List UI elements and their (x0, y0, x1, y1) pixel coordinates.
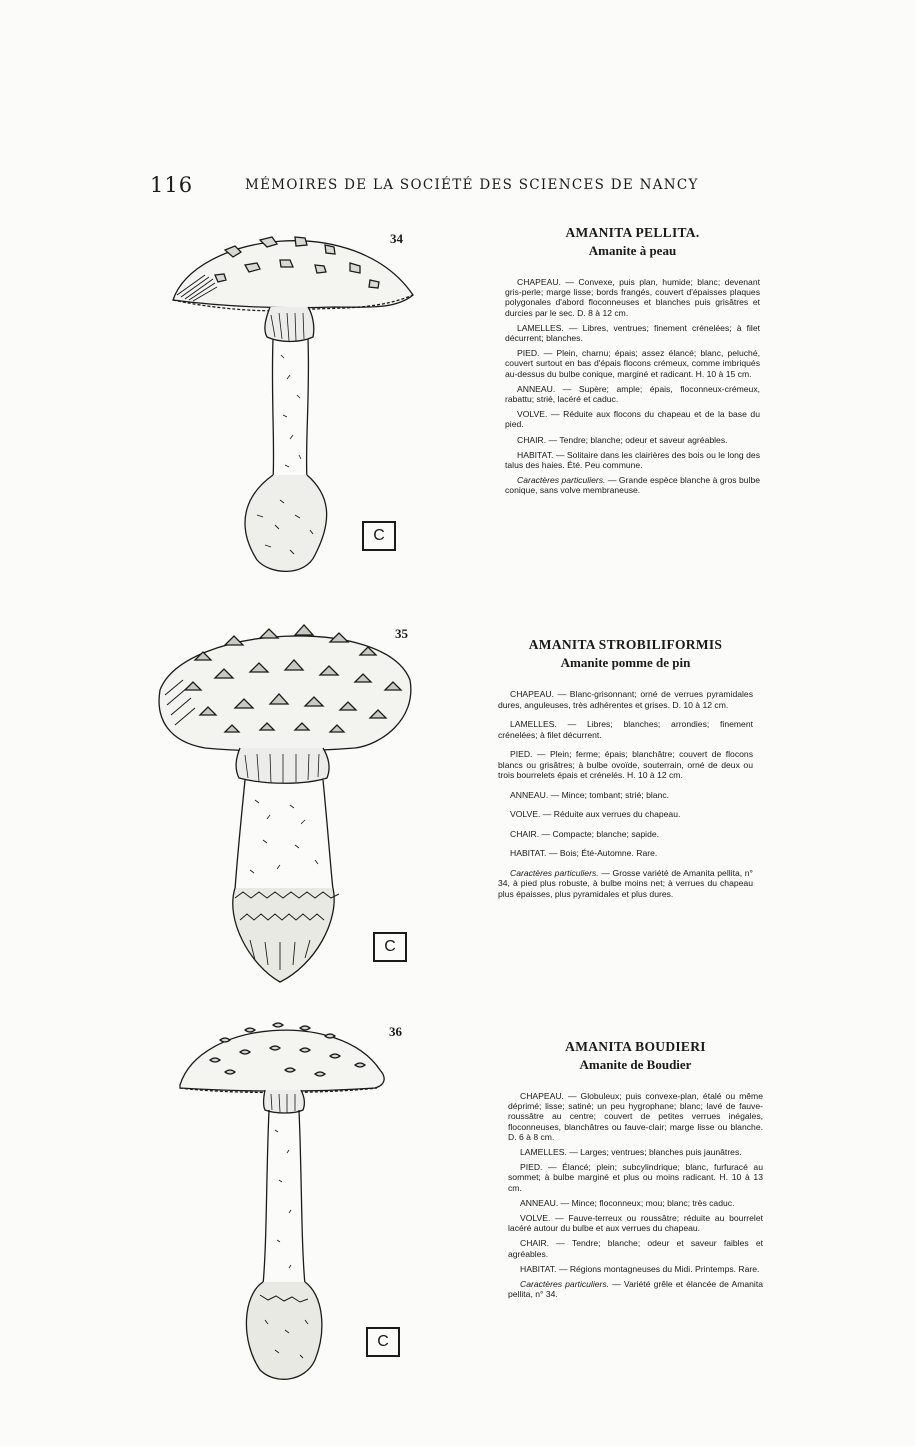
special-text: — Grosse variété de Amanita pellita, n° 34, à pied plus robuste, à bulbe moins net; à verrues du chapeau plus épaisses, plus pyramidales et plus dures. (498, 867, 753, 899)
figure-number: 34 (390, 231, 403, 246)
paragraph-habitat: HABITAT. — Régions montagneuses du Midi. Printemps. Rare. (520, 1263, 760, 1274)
page-header (150, 173, 750, 197)
figure-number: 35 (395, 626, 408, 641)
paragraph-caracteres (505, 475, 760, 495)
special-text: — Grande espèce blanche à gros bulbe conique, sans volve membraneuse. (505, 475, 761, 496)
description-amanita-pellita (505, 224, 760, 501)
species-title: AMANITA PELLITA. (565, 225, 700, 240)
paragraph-pied: PIED. — Plein; ferme; épais; blanchâtre; couvert de flocons blancs ou grisâtres; à bulbe ovoïde, souterrain, orné de deux ou trois bourrelets épais et crénelés. H. 10 à 12 cm. (498, 749, 753, 780)
special-text: — Variété grêle et élancée de Amanita pellita, n° 34. (508, 1279, 763, 1300)
grade-box: C (366, 1327, 400, 1357)
paragraph-pied: PIED. — Élancé; plein; subcylindrique; blanc, furfuracé au sommet; à bulbe marginé et plus ou moins radicant. H. 10 à 13 cm. (508, 1162, 763, 1193)
paragraph-volve: VOLVE. — Fauve-terreux ou roussâtre; réduite au bourrelet lacéré autour du bulbe et aux verrues du chapeau. (508, 1213, 763, 1234)
paragraph-chapeau: CHAPEAU. — Convexe, puis plan, humide; blanc; devenant gris-perle; marge lisse; bords frangés, couvert d'épaisses plaques polygonales d'abord floconneuses et blanches puis grisâtres et durcies par le sec. D. 8 à 12 cm. (505, 277, 760, 318)
description-amanita-strobiliformis (498, 636, 753, 908)
paragraph-lamelles: LAMELLES. — Libres; blanches; arrondies; finement crénelées; à filet décurrent. (498, 719, 753, 740)
grade-box: C (373, 932, 407, 962)
paragraph-anneau: ANNEAU. — Supère; ample; épais, floconneux-crémeux, rabattu; strié, lacéré et caduc. (505, 383, 760, 405)
special-label: Caractères particuliers. (517, 475, 606, 486)
paragraph-chair: CHAIR. — Tendre; blanche; odeur et saveur faibles et agréables. (508, 1238, 763, 1259)
species-common-name: Amanite pomme de pin (560, 655, 691, 670)
species-title: AMANITA BOUDIERI (565, 1039, 706, 1054)
special-label: Caractères particuliers. (520, 1279, 610, 1290)
paragraph-caracteres (498, 868, 753, 900)
species-title: AMANITA STROBILIFORMIS (528, 637, 723, 652)
paragraph-chair: CHAIR. — Compacte; blanche; sapide. (510, 828, 660, 839)
paragraph-volve: VOLVE. — Réduite aux verrues du chapeau. (510, 809, 681, 819)
mushroom-illustration (155, 620, 420, 985)
page-number: 116 (150, 173, 194, 197)
paragraph-pied: PIED. — Plein, charnu; épais; assez élancé; blanc, peluché, couvert surtout en bas d'épais flocons crémeux, comme imbriqués au-dessus du bulbe conique, marginé et radicant. H. 10 à 15 cm. (505, 348, 760, 379)
paragraph-lamelles: LAMELLES. — Larges; ventrues; blanches puis jaunâtres. (520, 1147, 742, 1158)
paragraph-chapeau: CHAPEAU. — Globuleux; puis convexe-plan, étalé ou même déprimé; lisse; satiné; un peu hygrophane; blanc; lavé de fauve-roussâtre au centre; couvert de petites verrues inégales, floconneuses, blanchâtres ou fauve-clair; marge lisse ou blanche. D. 6 à 8 cm. (508, 1091, 763, 1142)
paragraph-caracteres (508, 1279, 763, 1299)
grade-box: C (362, 521, 396, 551)
paragraph-anneau: ANNEAU. — Mince; tombant; strié; blanc. (510, 789, 670, 800)
species-common-name: Amanite de Boudier (579, 1057, 692, 1072)
figure-amanita-boudieri (165, 1010, 410, 1390)
paragraph-volve: VOLVE. — Réduite aux flocons du chapeau et de la base du pied. (505, 409, 760, 430)
paragraph-chapeau: CHAPEAU. — Blanc-grisonnant; orné de verrues pyramidales dures, anguleuses, très adhérentes et grises. D. 10 à 12 cm. (498, 689, 753, 710)
figure-amanita-strobiliformis (155, 620, 420, 985)
description-amanita-boudieri (508, 1038, 763, 1304)
running-title: MÉMOIRES DE LA SOCIÉTÉ DES SCIENCES DE NANCY (245, 177, 699, 193)
figure-number: 36 (389, 1024, 402, 1039)
special-label: Caractères particuliers. (510, 867, 599, 878)
paragraph-anneau: ANNEAU. — Mince; floconneux; mou; blanc; très caduc. (520, 1197, 735, 1208)
paragraph-lamelles: LAMELLES. — Libres, ventrues; finement crénelées; à filet décurrent; blanches. (505, 322, 760, 344)
figure-amanita-pellita (165, 215, 415, 580)
paragraph-habitat: HABITAT. — Solitaire dans les clairières des bois ou le long des talus des haies. Été. Peu commune. (505, 449, 760, 471)
paragraph-habitat: HABITAT. — Bois; Été-Automne. Rare. (510, 848, 658, 858)
species-common-name: Amanite à peau (588, 243, 677, 258)
paragraph-chair: CHAIR. — Tendre; blanche; odeur et saveur agréables. (517, 434, 728, 445)
